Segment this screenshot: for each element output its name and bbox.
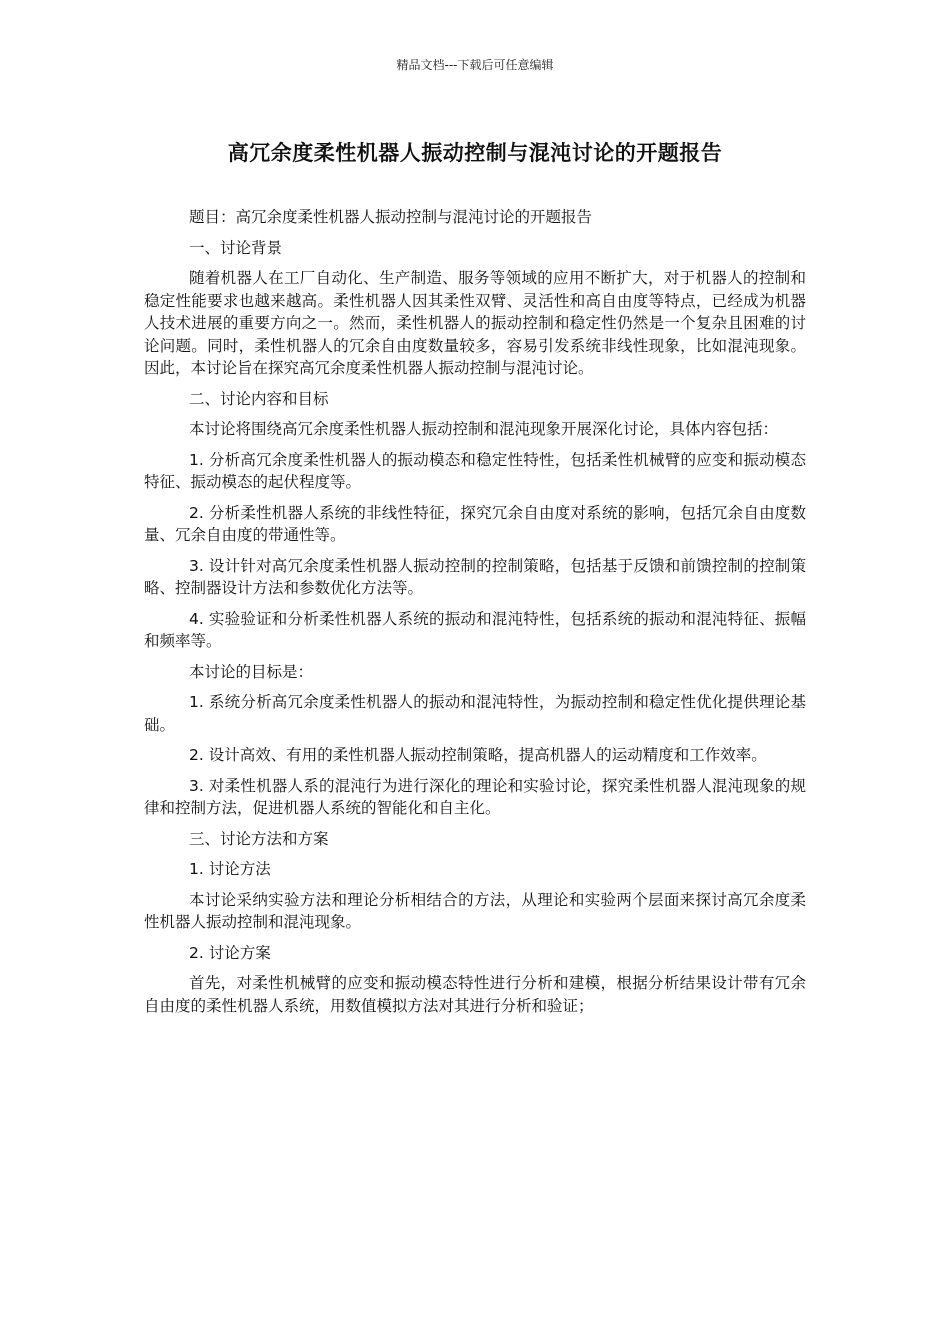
header-note: 精品文档---下载后可任意编辑 — [396, 58, 554, 72]
subheading-method: 1. 讨论方法 — [189, 860, 271, 878]
paragraph-method: 本讨论采纳实验方法和理论分析相结合的方法，从理论和实验两个层面来探讨高冗余度柔性机器人振动控制和混沌现象。 — [144, 890, 806, 931]
paragraph-topic: 题目：高冗余度柔性机器人振动控制与混沌讨论的开题报告 — [189, 208, 593, 226]
list-item-goal-1: 1. 系统分析高冗余度柔性机器人的振动和混沌特性，为振动控制和稳定性优化提供理论基础。 — [144, 693, 806, 734]
list-item-goal-2: 2. 设计高效、有用的柔性机器人振动控制策略，提高机器人的运动精度和工作效率。 — [189, 746, 767, 764]
list-item-content-4: 4. 实验验证和分析柔性机器人系统的振动和混沌特性，包括系统的振动和混沌特征、振幅和频率等。 — [144, 609, 806, 650]
paragraph-plan: 首先，对柔性机械臂的应变和振动模态特性进行分析和建模，根据分析结果设计带有冗余自由度的柔性机器人系统，用数值模拟方法对其进行分析和验证； — [144, 974, 806, 1015]
subheading-plan: 2. 讨论方案 — [189, 943, 271, 962]
document-body — [144, 206, 806, 1025]
paragraph-goals-intro: 本讨论的目标是： — [189, 662, 314, 681]
list-item-content-3: 3. 设计针对高冗余度柔性机器人振动控制的控制策略，包括基于反馈和前馈控制的控制策略、控制器设计方法和参数优化方法等。 — [144, 556, 806, 597]
section-heading-content-goals: 二、讨论内容和目标 — [189, 389, 329, 408]
document-title: 高冗余度柔性机器人振动控制与混沌讨论的开题报告 — [227, 141, 723, 165]
list-item-content-1: 1. 分析高冗余度柔性机器人的振动模态和稳定性特性，包括柔性机械臂的应变和振动模态特征、振动模态的起伏程度等。 — [144, 450, 806, 491]
list-item-goal-3: 3. 对柔性机器人系的混沌行为进行深化的理论和实验讨论，探究柔性机器人混沌现象的规律和控制方法，促进机器人系统的智能化和自主化。 — [144, 776, 806, 817]
list-item-content-2: 2. 分析柔性机器人系统的非线性特征，探究冗余自由度对系统的影响，包括冗余自由度数量、冗余自由度的带通性等。 — [144, 503, 806, 544]
paragraph-content-intro: 本讨论将围绕高冗余度柔性机器人振动控制和混沌现象开展深化讨论，具体内容包括： — [189, 420, 779, 438]
paragraph-background: 随着机器人在工厂自动化、生产制造、服务等领域的应用不断扩大，对于机器人的控制和稳定性能要求也越来越高。柔性机器人因其柔性双臂、灵活性和高自由度等特点，已经成为机器人技术进展的重要方向之一。然而，柔性机器人的振动控制和稳定性仍然是一个复杂且困难的讨论问题。同时，柔性机器人的冗余自由度数量较多，容易引发系统非线性现象，比如混沌现象。因此，本讨论旨在探究高冗余度柔性机器人振动控制与混沌讨论。 — [144, 269, 806, 377]
section-heading-background: 一、讨论背景 — [189, 238, 283, 257]
section-heading-methods: 三、讨论方法和方案 — [189, 829, 329, 848]
